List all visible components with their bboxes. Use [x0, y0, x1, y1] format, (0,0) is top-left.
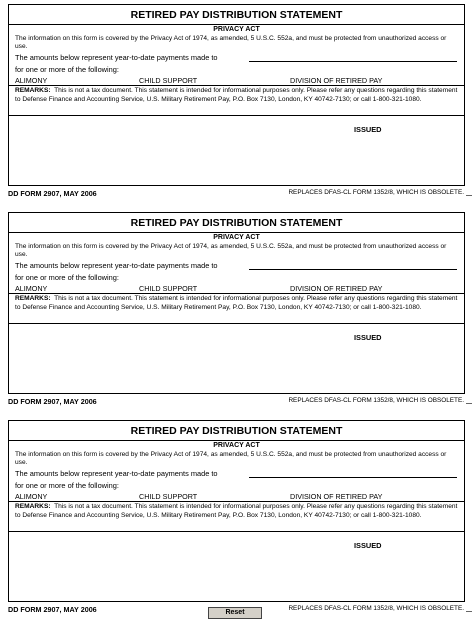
privacy-act-heading: PRIVACY ACT	[213, 26, 260, 33]
option-alimony: ALIMONY	[15, 76, 48, 85]
statement-copy-2	[0, 208, 474, 416]
statement-box	[8, 420, 465, 602]
form-number: DD FORM 2907, MAY 2006	[8, 605, 97, 614]
payee-input[interactable]	[249, 260, 457, 270]
remarks	[15, 503, 459, 520]
remarks-text: This is not a tax document. This statement is intended for informational purposes only. Please refer any questions regarding this statement to Defense Finance and Accounting Service, U.S. Military Retirement Pay, P.O. Box 7130, London, KY 40742-7130; or call 1-800-321-1080.	[15, 503, 458, 519]
option-child-support: CHILD SUPPORT	[139, 492, 198, 501]
issued-label: ISSUED	[354, 333, 382, 342]
remarks-text: This is not a tax document. This statement is intended for informational purposes only. Please refer any questions regarding this statement to Defense Finance and Accounting Service, U.S. Military Retirement Pay, P.O. Box 7130, London, KY 40742-7130; or call 1-800-321-1080.	[15, 87, 458, 103]
remarks-label: REMARKS:	[15, 503, 51, 510]
replaces-note: REPLACES DFAS-CL FORM 1352/8, WHICH IS OBSOLETE.	[288, 397, 464, 404]
remarks-divider	[9, 531, 464, 532]
remarks	[15, 295, 459, 312]
statement-copy-1	[0, 0, 474, 208]
amounts-label: The amounts below represent year-to-date payments made to	[15, 469, 218, 478]
option-child-support: CHILD SUPPORT	[139, 76, 198, 85]
one-or-more-label: for one or more of the following:	[15, 65, 119, 74]
replaces-note: REPLACES DFAS-CL FORM 1352/8, WHICH IS OBSOLETE.	[288, 605, 464, 612]
option-child-support: CHILD SUPPORT	[139, 284, 198, 293]
statement-box	[8, 4, 465, 186]
privacy-act-heading: PRIVACY ACT	[213, 442, 260, 449]
reset-button[interactable]: Reset	[208, 607, 262, 619]
option-division-of-retired-pay: DIVISION OF RETIRED PAY	[290, 76, 383, 85]
amounts-label: The amounts below represent year-to-date payments made to	[15, 53, 218, 62]
amounts-label: The amounts below represent year-to-date payments made to	[15, 261, 218, 270]
option-alimony: ALIMONY	[15, 492, 48, 501]
payment-options-row	[9, 283, 464, 294]
form-number: DD FORM 2907, MAY 2006	[8, 397, 97, 406]
remarks-divider	[9, 323, 464, 324]
privacy-act-heading: PRIVACY ACT	[213, 234, 260, 241]
remarks-label: REMARKS:	[15, 87, 51, 94]
privacy-act-text: The information on this form is covered by the Privacy Act of 1974, as amended, 5 U.S.C. 552a, and must be protected from unauthorized access or use.	[15, 243, 447, 259]
cut-mark	[466, 195, 472, 196]
replaces-note: REPLACES DFAS-CL FORM 1352/8, WHICH IS OBSOLETE.	[288, 189, 464, 196]
option-division-of-retired-pay: DIVISION OF RETIRED PAY	[290, 492, 383, 501]
statement-box	[8, 212, 465, 394]
issued-label: ISSUED	[354, 541, 382, 550]
issued-label: ISSUED	[354, 125, 382, 134]
privacy-act-text: The information on this form is covered by the Privacy Act of 1974, as amended, 5 U.S.C. 552a, and must be protected from unauthorized access or use.	[15, 35, 447, 51]
option-alimony: ALIMONY	[15, 284, 48, 293]
payment-options-row	[9, 491, 464, 502]
payment-options-row	[9, 75, 464, 86]
cut-mark	[466, 403, 472, 404]
payee-input[interactable]	[249, 468, 457, 478]
statement-copy-3	[0, 416, 474, 624]
remarks-label: REMARKS:	[15, 295, 51, 302]
one-or-more-label: for one or more of the following:	[15, 273, 119, 282]
privacy-act-text: The information on this form is covered by the Privacy Act of 1974, as amended, 5 U.S.C. 552a, and must be protected from unauthorized access or use.	[15, 451, 447, 467]
form-title: RETIRED PAY DISTRIBUTION STATEMENT	[9, 421, 464, 441]
one-or-more-label: for one or more of the following:	[15, 481, 119, 490]
remarks-text: This is not a tax document. This statement is intended for informational purposes only. Please refer any questions regarding this statement to Defense Finance and Accounting Service, U.S. Military Retirement Pay, P.O. Box 7130, London, KY 40742-7130; or call 1-800-321-1080.	[15, 295, 458, 311]
cut-mark	[466, 611, 472, 612]
form-title: RETIRED PAY DISTRIBUTION STATEMENT	[9, 213, 464, 233]
remarks-divider	[9, 115, 464, 116]
payee-input[interactable]	[249, 52, 457, 62]
remarks	[15, 87, 459, 104]
option-division-of-retired-pay: DIVISION OF RETIRED PAY	[290, 284, 383, 293]
form-title: RETIRED PAY DISTRIBUTION STATEMENT	[9, 5, 464, 25]
form-number: DD FORM 2907, MAY 2006	[8, 189, 97, 198]
